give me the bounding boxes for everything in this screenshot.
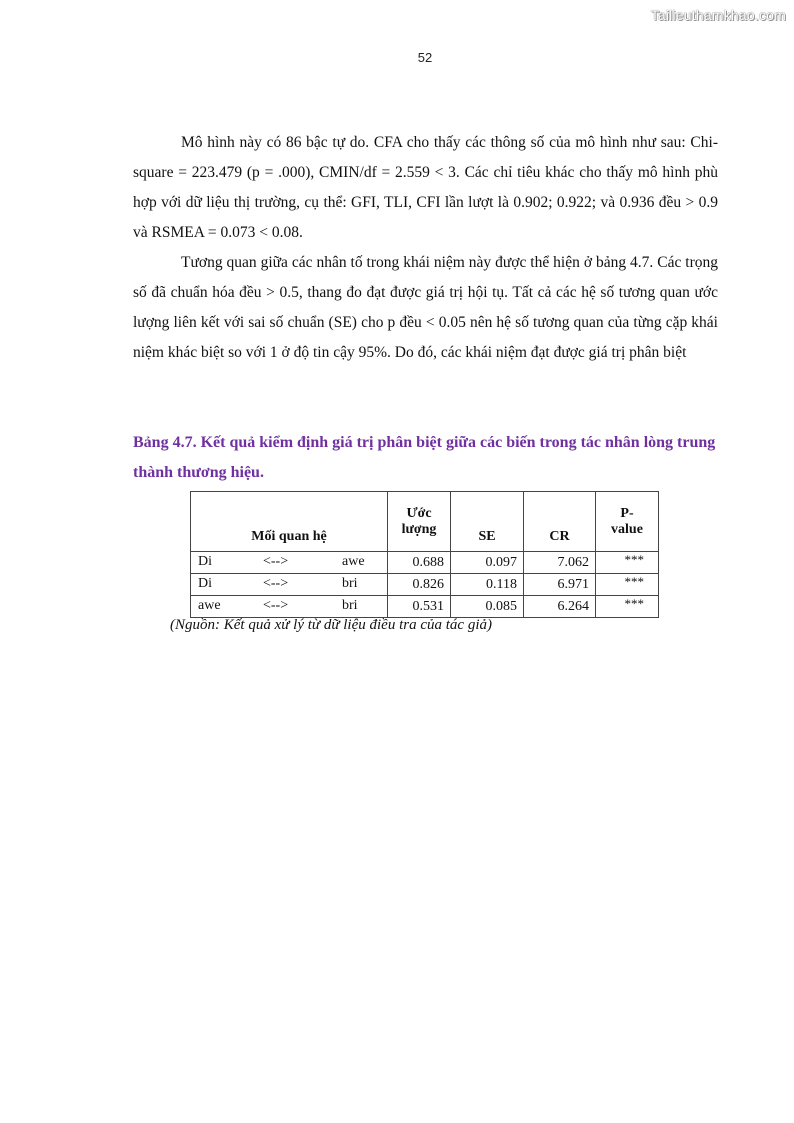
header-relation: Mối quan hệ [191, 492, 388, 552]
paragraph-model-fit [133, 128, 718, 248]
table-row [191, 596, 659, 618]
relation-to: bri [342, 598, 358, 613]
relation-cell [191, 596, 388, 618]
page-number: 52 [417, 50, 433, 65]
estimate-cell: 0.826 [388, 574, 451, 596]
table-row [191, 552, 659, 574]
estimate-cell: 0.688 [388, 552, 451, 574]
relation-to: awe [342, 554, 365, 569]
paragraph-model-fit-text: Mô hình này có 86 bậc tự do. CFA cho thấy các thông số của mô hình như sau: Chi-square = 223.479 (p = .000), CMIN/df = 2.559 < 3. Các chỉ tiêu khác cho thấy mô hình phù hợp với dữ liệu thị trường, cụ thể: GFI, TLI, CFI lần lượt là 0.902; 0.922; và 0.936 đều > 0.9 và RSMEA = 0.073 < 0.08. [133, 134, 718, 241]
cr-cell: 7.062 [524, 552, 596, 574]
pvalue-cell: *** [596, 552, 659, 574]
relation-arrow: <--> [263, 598, 289, 613]
pvalue-cell: *** [596, 596, 659, 618]
se-cell: 0.118 [451, 574, 524, 596]
table-header-row [191, 492, 659, 552]
relation-from: Di [198, 554, 212, 569]
relation-cell [191, 574, 388, 596]
relation-from: Di [198, 576, 212, 591]
cr-cell: 6.264 [524, 596, 596, 618]
relation-to: bri [342, 576, 358, 591]
table-caption: Bảng 4.7. Kết quả kiểm định giá trị phân biệt giữa các biến trong tác nhân lòng trung thành thương hiệu. [133, 434, 716, 481]
se-cell: 0.097 [451, 552, 524, 574]
header-estimate-line2: lượng [401, 521, 437, 537]
relation-from: awe [198, 598, 221, 613]
pvalue-cell: *** [596, 574, 659, 596]
header-estimate-line1: Ước [406, 505, 432, 521]
relation-arrow: <--> [263, 554, 289, 569]
watermark: Tailieuthamkhao.com [650, 7, 786, 23]
cr-cell: 6.971 [524, 574, 596, 596]
results-table [190, 491, 659, 618]
header-cr: CR [524, 492, 596, 552]
source-note: (Nguồn: Kết quả xử lý từ dữ liệu điều tra của tác giả) [170, 617, 492, 633]
relation-cell [191, 552, 388, 574]
se-cell: 0.085 [451, 596, 524, 618]
table-row [191, 574, 659, 596]
relation-arrow: <--> [263, 576, 289, 591]
paragraph-correlation [133, 248, 718, 368]
header-pvalue-line1: P- [620, 505, 634, 521]
header-pvalue-line2: value [611, 521, 643, 537]
estimate-cell: 0.531 [388, 596, 451, 618]
header-estimate [388, 492, 451, 552]
paragraph-correlation-text: Tương quan giữa các nhân tố trong khái niệm này được thể hiện ở bảng 4.7. Các trọng số đã chuẩn hóa đều > 0.5, thang đo đạt được giá trị hội tụ. Tất cả các hệ số tương quan ước lượng liên kết với sai số chuẩn (SE) cho p đều < 0.05 nên hệ số tương quan của từng cặp khái niệm khác biệt so với 1 ở độ tin cậy 95%. Do đó, các khái niệm đạt được giá trị phân biệt [133, 254, 718, 361]
header-se: SE [451, 492, 524, 552]
header-pvalue [596, 492, 659, 552]
